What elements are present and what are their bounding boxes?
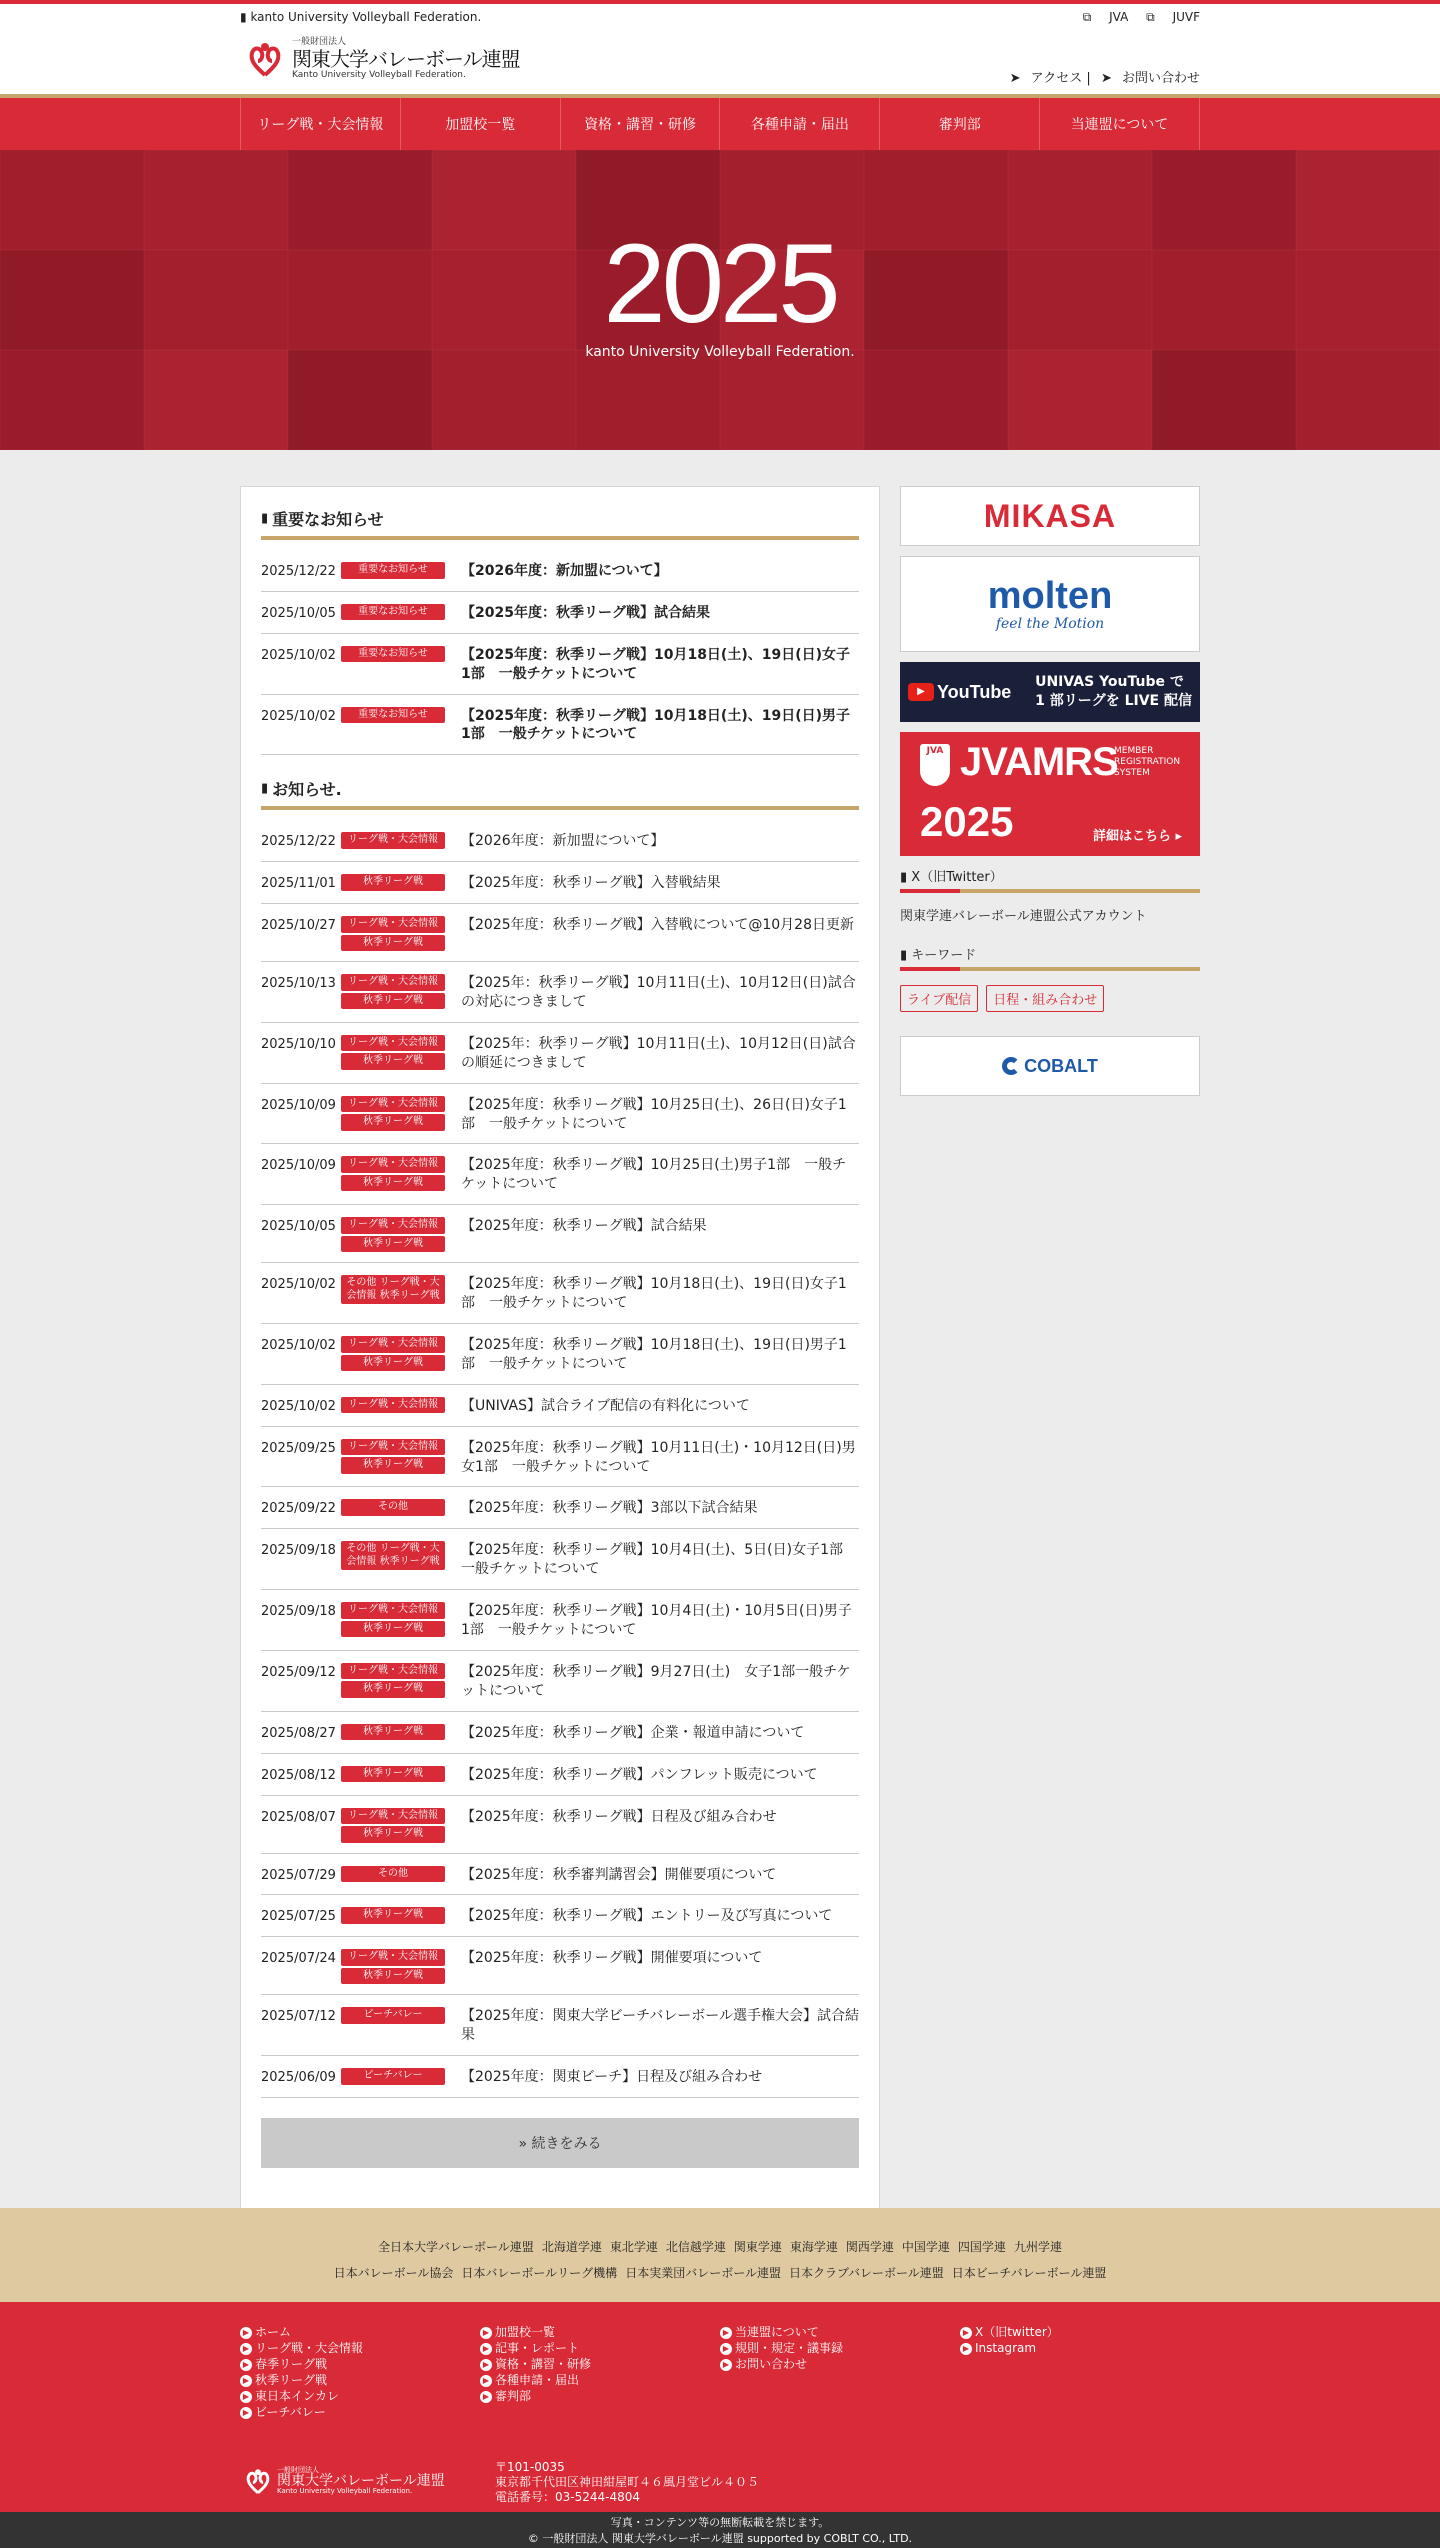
- news-title-link[interactable]: 【2025年度：秋季リーグ戦】10月18日(土)、19日(日)女子1部 一般チケットについて: [461, 1276, 847, 1312]
- related-link[interactable]: 全日本大学バレーボール連盟: [378, 2240, 534, 2254]
- news-row[interactable]: [261, 1205, 859, 1263]
- footer-logo[interactable]: 一般財団法人 関東大学バレーボール連盟 Kanto University Volleyball Federation.: [244, 2466, 445, 2496]
- news-title-link[interactable]: 【2025年度：秋季リーグ戦】入替戦結果: [461, 875, 721, 892]
- federation-emblem-icon: [246, 39, 284, 79]
- site-footer: [0, 2302, 1440, 2512]
- related-link[interactable]: 日本ビーチバレーボール連盟: [951, 2266, 1107, 2280]
- category-badge[interactable]: リーグ戦・大会情報: [341, 1035, 445, 1052]
- news-categories: [341, 1275, 449, 1313]
- cobalt-logo: COBALT: [1024, 1055, 1098, 1076]
- category-badge[interactable]: 秋季リーグ戦: [341, 993, 445, 1010]
- news-date: 2025/08/27: [261, 1725, 336, 1741]
- news-date: 2025/10/09: [261, 1158, 336, 1174]
- news-date: 2025/07/12: [261, 2009, 336, 2025]
- news-row[interactable]: [261, 1712, 859, 1754]
- hero-subtitle: kanto University Volleyball Federation.: [585, 344, 855, 360]
- molten-tagline: feel the Motion: [995, 616, 1105, 632]
- news-categories: [341, 1808, 449, 1843]
- logo-small-text: 一般財団法人: [292, 37, 347, 47]
- bookmark-icon: ▮: [240, 10, 247, 24]
- bookmark-icon: ▮: [900, 948, 908, 963]
- category-badge[interactable]: リーグ戦・大会情報: [341, 1336, 445, 1353]
- footer-col-1: [240, 2324, 480, 2420]
- news-categories: [341, 1663, 449, 1701]
- footer-col-3: [720, 2324, 960, 2420]
- x-account-text[interactable]: 関東学連バレーボール連盟公式アカウント: [900, 909, 1147, 924]
- category-badge[interactable]: 秋季リーグ戦: [341, 1766, 445, 1783]
- news-date: 2025/12/22: [261, 834, 336, 850]
- footer-link[interactable]: ▶ 審判部: [480, 2388, 720, 2404]
- news-title-link[interactable]: 【2025年度：秋季リーグ戦】開催要項について: [461, 1950, 763, 1967]
- footer-link[interactable]: ▶ 記事・レポート: [480, 2340, 720, 2356]
- footer-link[interactable]: ▶ 当連盟について: [720, 2324, 960, 2340]
- footer-link[interactable]: ▶ お問い合わせ: [720, 2356, 960, 2372]
- news-title-link[interactable]: 【2025年度：関東ビーチ】日程及び組み合わせ: [461, 2069, 763, 2086]
- footer-link[interactable]: ▶ リーグ戦・大会情報: [240, 2340, 480, 2356]
- news-date: 2025/10/02: [261, 1277, 336, 1293]
- hero-banner: [0, 150, 1440, 450]
- news-title-link[interactable]: 【2025年度：秋季審判講習会】開催要項について: [461, 1866, 777, 1883]
- category-badge[interactable]: その他: [341, 1499, 445, 1516]
- news-date: 2025/07/29: [261, 1867, 336, 1883]
- nav-league-info[interactable]: リーグ戦・大会情報: [241, 98, 401, 150]
- news-row[interactable]: [261, 1144, 859, 1205]
- footer-link[interactable]: ▶ 各種申請・届出: [480, 2372, 720, 2388]
- category-badge[interactable]: 秋季リーグ戦: [341, 874, 445, 891]
- nav-referees[interactable]: 審判部: [880, 98, 1040, 150]
- news-categories: [341, 1439, 449, 1477]
- news-title-link[interactable]: 【2025年：秋季リーグ戦】10月11日(土)、10月12日(日)試合の対応につきまして: [461, 975, 856, 1011]
- news-row[interactable]: [261, 1385, 859, 1427]
- news-categories: [341, 1766, 449, 1785]
- jvamrs-year: 2025: [920, 798, 1014, 845]
- news-date: 2025/09/18: [261, 1604, 336, 1620]
- category-badge[interactable]: 秋季リーグ戦: [341, 935, 445, 952]
- news-title-link[interactable]: 【2025年度：秋季リーグ戦】10月25日(土)、26日(日)女子1部 一般チケットについて: [461, 1096, 847, 1132]
- footer-link[interactable]: ▶ 規則・規定・議事録: [720, 2340, 960, 2356]
- category-badge[interactable]: ビーチバレー: [341, 2068, 445, 2085]
- footer-link[interactable]: ▶ ビーチバレー: [240, 2404, 480, 2420]
- category-badge[interactable]: 重要なお知らせ: [341, 707, 445, 724]
- news-row[interactable]: [261, 1084, 859, 1145]
- news-date: 2025/10/27: [261, 918, 336, 934]
- news-title-link[interactable]: 【2025年度：秋季リーグ戦】試合結果: [461, 1218, 707, 1235]
- category-badge[interactable]: 秋季リーグ戦: [341, 1681, 445, 1698]
- news-row[interactable]: [261, 1937, 859, 1995]
- footer-link[interactable]: ▶ 加盟校一覧: [480, 2324, 720, 2340]
- logo-english-text: Kanto University Volleyball Federation.: [292, 70, 466, 80]
- nav-applications[interactable]: 各種申請・届出: [720, 98, 880, 150]
- news-categories: [341, 1397, 449, 1416]
- news-date: 2025/08/12: [261, 1767, 336, 1783]
- news-categories: [341, 832, 449, 851]
- news-date: 2025/09/12: [261, 1664, 336, 1680]
- jvamrs-banner[interactable]: JVA JVAMRS MEMBER REGISTRATION SYSTEM 2025 詳細はこちら ▸: [900, 732, 1200, 856]
- news-row[interactable]: [261, 904, 859, 962]
- news-title-link[interactable]: 【2025年度：秋季リーグ戦】入替戦について@10月28日更新: [461, 917, 854, 934]
- news-date: 2025/10/10: [261, 1036, 336, 1052]
- category-badge[interactable]: リーグ戦・大会情報: [341, 1217, 445, 1234]
- category-badge[interactable]: リーグ戦・大会情報: [341, 1156, 445, 1173]
- news-row[interactable]: [261, 1529, 859, 1590]
- news-row[interactable]: [261, 1590, 859, 1651]
- top-bar: [0, 0, 1440, 30]
- news-categories: [341, 874, 449, 893]
- footer-link[interactable]: ▶ X（旧twitter）: [960, 2324, 1200, 2340]
- bookmark-icon: ▮: [900, 870, 908, 885]
- news-categories: [341, 1336, 449, 1374]
- nav-members[interactable]: 加盟校一覧: [401, 98, 561, 150]
- keyword-schedule[interactable]: 日程・組み合わせ: [986, 985, 1104, 1012]
- news-date: 2025/07/24: [261, 1951, 336, 1967]
- news-heading: ▮ お知らせ.: [261, 777, 859, 810]
- news-categories: [341, 646, 449, 684]
- category-badge[interactable]: ビーチバレー: [341, 2007, 445, 2024]
- federation-emblem-icon: [244, 2466, 272, 2496]
- category-badge[interactable]: 重要なお知らせ: [341, 562, 445, 579]
- news-date: 2025/10/02: [261, 708, 336, 724]
- news-categories: [341, 1907, 449, 1926]
- cobalt-logo-icon: [1002, 1057, 1020, 1075]
- news-row[interactable]: [261, 2056, 859, 2098]
- related-link[interactable]: 北海道学連: [541, 2240, 602, 2254]
- nav-qualifications[interactable]: 資格・講習・研修: [561, 98, 721, 150]
- category-badge[interactable]: 重要なお知らせ: [341, 646, 445, 663]
- related-link[interactable]: 日本実業団バレーボール連盟: [625, 2266, 781, 2280]
- news-row[interactable]: [261, 820, 859, 862]
- news-categories: [341, 1096, 449, 1134]
- news-title-link[interactable]: 【2025年度：秋季リーグ戦】10月4日(土)、5日(日)女子1部 一般チケットについて: [461, 1542, 858, 1578]
- access-link[interactable]: ➤ アクセス: [1009, 71, 1083, 86]
- news-categories: [341, 707, 449, 745]
- news-row[interactable]: [261, 592, 859, 634]
- category-badge[interactable]: 秋季リーグ戦: [341, 1621, 445, 1638]
- related-link[interactable]: 関東学連: [733, 2240, 782, 2254]
- news-row[interactable]: [261, 1854, 859, 1896]
- news-categories: [341, 1035, 449, 1073]
- footer-link[interactable]: ▶ 東日本インカレ: [240, 2388, 480, 2404]
- news-date: 2025/08/07: [261, 1809, 336, 1825]
- category-badge[interactable]: 秋季リーグ戦: [341, 1355, 445, 1372]
- copyright: 写真・コンテンツ等の無断転載を禁じます。 © 一般財団法人 関東大学バレーボール連盟 supported by COBLT CO., LTD.: [0, 2512, 1440, 2548]
- news-title-link[interactable]: 【2025年度：秋季リーグ戦】10月4日(土)・10月5日(日)男子1部 一般チケットについて: [461, 1603, 852, 1639]
- related-link[interactable]: 日本バレーボールリーグ機構: [461, 2266, 618, 2280]
- logo-main-text: 関東大学バレーボール連盟: [292, 47, 520, 71]
- news-categories: [341, 1602, 449, 1640]
- news-date: 2025/10/05: [261, 605, 336, 621]
- category-badge[interactable]: 重要なお知らせ: [341, 604, 445, 621]
- news-row[interactable]: [261, 862, 859, 904]
- news-categories: [341, 1217, 449, 1252]
- cobalt-banner[interactable]: [900, 1036, 1200, 1096]
- jva-link[interactable]: ⧉ JVA: [1082, 9, 1129, 24]
- news-categories: [341, 916, 449, 951]
- news-row[interactable]: [261, 1796, 859, 1854]
- news-date: 2025/10/02: [261, 1338, 336, 1354]
- molten-logo: molten: [987, 575, 1113, 617]
- jvamrs-title: JVAMRS: [960, 740, 1118, 784]
- global-nav: [0, 98, 1440, 150]
- news-categories: [341, 562, 449, 581]
- x-heading: ▮ X（旧Twitter）: [900, 866, 1200, 893]
- keyword-heading: ▮ キーワード: [900, 944, 1200, 971]
- news-title-link[interactable]: 【UNIVAS】試合ライブ配信の有料化について: [461, 1397, 750, 1414]
- news-list: [261, 820, 859, 2098]
- footer-link[interactable]: ▶ Instagram: [960, 2340, 1200, 2356]
- keyword-list: [900, 985, 1200, 1012]
- read-more-button[interactable]: » 続きをみる: [261, 2118, 859, 2168]
- footer-link[interactable]: ▶ 秋季リーグ戦: [240, 2372, 480, 2388]
- news-title-link[interactable]: 【2025年度：秋季リーグ戦】3部以下試合結果: [461, 1500, 758, 1517]
- news-categories: [341, 1866, 449, 1885]
- news-categories: [341, 2007, 449, 2045]
- footer-link[interactable]: ▶ ホーム: [240, 2324, 480, 2340]
- hero-year: 2025: [603, 221, 837, 346]
- category-badge[interactable]: 秋季リーグ戦: [341, 1114, 445, 1131]
- site-logo[interactable]: [246, 38, 520, 80]
- footer-address: 〒101-0035 東京都千代田区神田紺屋町４６風月堂ビル４０５ 電話番号：03-5244-4804: [495, 2460, 760, 2504]
- news-categories: [341, 1949, 449, 1984]
- news-date: 2025/10/09: [261, 1097, 336, 1113]
- related-link[interactable]: 日本バレーボール協会: [333, 2266, 454, 2280]
- news-title-link[interactable]: 【2025年度：秋季リーグ戦】10月18日(土)、19日(日)男子1部 一般チケットについて: [461, 1337, 847, 1372]
- category-badge[interactable]: 秋季リーグ戦: [341, 1175, 445, 1192]
- external-links: [1069, 10, 1200, 25]
- news-title-link[interactable]: 【2025年度：秋季リーグ戦】9月27日(土) 女子1部一般チケットについて: [461, 1663, 851, 1699]
- category-badge[interactable]: リーグ戦・大会情報: [341, 1663, 445, 1680]
- nav-about[interactable]: 当連盟について: [1040, 98, 1200, 150]
- news-row[interactable]: [261, 1023, 859, 1084]
- category-badge[interactable]: 秋季リーグ戦: [341, 1724, 445, 1741]
- youtube-icon: ▶: [908, 683, 934, 701]
- category-badge[interactable]: 秋季リーグ戦: [341, 1968, 445, 1985]
- jvamrs-more-link[interactable]: 詳細はこちら ▸: [1092, 829, 1182, 844]
- news-date: 2025/06/09: [261, 2070, 336, 2086]
- news-row[interactable]: [261, 1895, 859, 1937]
- category-badge[interactable]: リーグ戦・大会情報: [341, 974, 445, 991]
- category-badge[interactable]: リーグ戦・大会情報: [341, 1808, 445, 1825]
- related-link[interactable]: 四国学連: [957, 2240, 1006, 2254]
- news-categories: [341, 1499, 449, 1518]
- news-date: 2025/10/02: [261, 1398, 336, 1414]
- category-badge[interactable]: 秋季リーグ戦: [341, 1053, 445, 1070]
- news-title-link[interactable]: 【2025年度：秋季リーグ戦】エントリー及び写真について: [461, 1908, 833, 1925]
- news-row[interactable]: [261, 1487, 859, 1529]
- news-title-link[interactable]: 【2025年度：秋季リーグ戦】10月25日(土)男子1部 一般チケットについて: [461, 1157, 847, 1193]
- news-categories: [341, 1156, 449, 1194]
- related-link[interactable]: 九州学連: [1013, 2240, 1062, 2254]
- related-link[interactable]: 東海学連: [789, 2240, 838, 2254]
- related-link[interactable]: 日本クラブバレーボール連盟: [788, 2266, 944, 2280]
- news-row[interactable]: [261, 550, 859, 592]
- news-row[interactable]: [261, 634, 859, 695]
- news-date: 2025/10/02: [261, 647, 336, 663]
- category-badge[interactable]: 秋季リーグ戦: [341, 1826, 445, 1843]
- category-badge[interactable]: リーグ戦・大会情報: [341, 1096, 445, 1113]
- news-row[interactable]: [261, 1427, 859, 1488]
- contact-link[interactable]: ➤ お問い合わせ: [1100, 71, 1200, 86]
- news-title-link[interactable]: 【2025年度：秋季リーグ戦】企業・報道申請について: [461, 1724, 805, 1741]
- important-heading: ▮ 重要なお知らせ: [261, 507, 859, 540]
- univas-banner[interactable]: ▶ YouTube UNIVAS YouTube で 1 部リーグを LIVE 配信: [900, 662, 1200, 722]
- category-badge[interactable]: リーグ戦・大会情報: [341, 1439, 445, 1456]
- top-site-label: ▮ kanto University Volleyball Federation.: [240, 10, 482, 24]
- news-title-link[interactable]: 【2025年度：秋季リーグ戦】10月18日(土)、19日(日)女子1部 一般チケットについて: [461, 646, 851, 682]
- footer-col-2: [480, 2324, 720, 2420]
- footer-link[interactable]: ▶ 春季リーグ戦: [240, 2356, 480, 2372]
- news-row[interactable]: [261, 1651, 859, 1712]
- category-badge[interactable]: 秋季リーグ戦: [341, 1236, 445, 1253]
- footer-link[interactable]: ▶ 資格・講習・研修: [480, 2356, 720, 2372]
- news-date: 2025/11/01: [261, 876, 336, 892]
- related-link[interactable]: 東北学連: [609, 2240, 658, 2254]
- news-row[interactable]: [261, 695, 859, 756]
- category-badge[interactable]: 秋季リーグ戦: [341, 1457, 445, 1474]
- category-badge[interactable]: リーグ戦・大会情報: [341, 916, 445, 933]
- molten-banner[interactable]: [900, 556, 1200, 652]
- news-row[interactable]: [261, 1995, 859, 2056]
- news-date: 2025/10/13: [261, 976, 336, 992]
- news-date: 2025/10/05: [261, 1219, 336, 1235]
- category-badge[interactable]: その他 リーグ戦・大会情報 秋季リーグ戦: [341, 1541, 445, 1570]
- news-row[interactable]: [261, 1324, 859, 1385]
- header-links: ➤ アクセス | ➤ お問い合わせ: [1009, 71, 1200, 86]
- bookmark-icon: ▮: [261, 781, 269, 797]
- news-row[interactable]: [261, 962, 859, 1023]
- mikasa-banner[interactable]: [900, 486, 1200, 546]
- news-row[interactable]: [261, 1263, 859, 1324]
- jva-emblem-icon: JVA: [920, 744, 950, 786]
- category-badge[interactable]: その他: [341, 1866, 445, 1883]
- news-categories: [341, 974, 449, 1012]
- category-badge[interactable]: リーグ戦・大会情報: [341, 1949, 445, 1966]
- news-row[interactable]: [261, 1754, 859, 1796]
- related-link[interactable]: 関西学連: [845, 2240, 894, 2254]
- news-categories: [341, 604, 449, 623]
- news-title-link[interactable]: 【2025年度：秋季リーグ戦】日程及び組み合わせ: [461, 1808, 777, 1825]
- sidebar: [900, 486, 1200, 1106]
- category-badge[interactable]: 秋季リーグ戦: [341, 1907, 445, 1924]
- related-link[interactable]: 北信越学連: [665, 2240, 726, 2254]
- news-title-link[interactable]: 【2025年度：秋季リーグ戦】10月11日(土)・10月12日(日)男女1部 一般チケットについて: [461, 1439, 856, 1475]
- category-badge[interactable]: リーグ戦・大会情報: [341, 1602, 445, 1619]
- news-title-link[interactable]: 【2025年：秋季リーグ戦】10月11日(土)、10月12日(日)試合の順延につきまして: [461, 1035, 856, 1071]
- news-title-link[interactable]: 【2026年度：新加盟について】: [461, 833, 665, 850]
- bookmark-icon: ▮: [261, 511, 269, 526]
- news-date: 2025/12/22: [261, 564, 336, 579]
- news-title-link[interactable]: 【2025年度：秋季リーグ戦】試合結果: [461, 604, 710, 621]
- news-date: 2025/09/18: [261, 1543, 336, 1559]
- related-links: [0, 2208, 1440, 2302]
- site-header: [0, 30, 1440, 98]
- related-link[interactable]: 中国学連: [901, 2240, 950, 2254]
- news-date: 2025/09/22: [261, 1501, 336, 1517]
- news-content: [240, 486, 880, 2209]
- mikasa-logo: MIKASA: [983, 497, 1117, 534]
- news-categories: [341, 1724, 449, 1743]
- category-badge[interactable]: その他 リーグ戦・大会情報 秋季リーグ戦: [341, 1275, 445, 1304]
- news-categories: [341, 1541, 449, 1579]
- news-title-link[interactable]: 【2025年度：秋季リーグ戦】10月18日(土)、19日(日)男子1部 一般チケットについて: [461, 707, 851, 743]
- category-badge[interactable]: リーグ戦・大会情報: [341, 832, 445, 849]
- juvf-link[interactable]: ⧉ JUVF: [1146, 9, 1200, 24]
- news-date: 2025/09/25: [261, 1440, 336, 1456]
- news-title-link[interactable]: 【2026年度：新加盟について】: [461, 563, 668, 579]
- news-title-link[interactable]: 【2025年度：秋季リーグ戦】パンフレット販売について: [461, 1766, 818, 1783]
- news-date: 2025/07/25: [261, 1909, 336, 1925]
- footer-col-4: [960, 2324, 1200, 2420]
- news-categories: [341, 2068, 449, 2087]
- category-badge[interactable]: リーグ戦・大会情報: [341, 1397, 445, 1414]
- important-list: [261, 550, 859, 755]
- keyword-live[interactable]: ライブ配信: [900, 985, 978, 1012]
- news-title-link[interactable]: 【2025年度：関東大学ビーチバレーボール選手権大会】試合結果: [461, 2008, 859, 2044]
